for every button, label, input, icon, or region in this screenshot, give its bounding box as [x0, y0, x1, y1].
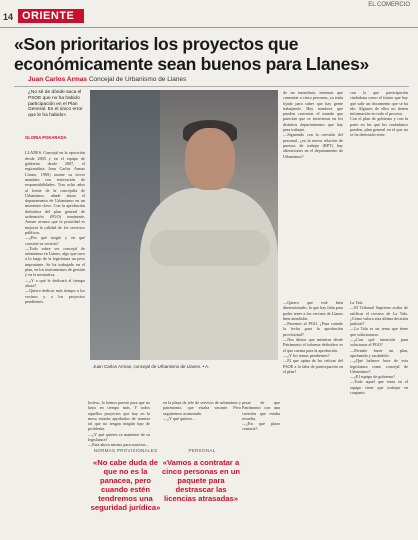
- column-right-1: de un inmediato, tenemos que comentar a cinco personas, ya tenía fijado para saber que hay gente trabajando. Hay nombres que pueden concretar el mundo que parecían que se invirtieron en los distintos departamentos que hay para trabajar. —Siguiendo con la cuestión del personal, ¿en la nueva relación de puestos de trabajo (RPT) hay alteraciones en el departamento de Urbanismo?: [283, 90, 343, 159]
- page-number: 14: [3, 12, 14, 22]
- intro-question: ¿No sé de dónde saca el PSOE que no ha habido participación en el Plan General. Es el único error que le ha habido»: [28, 90, 83, 119]
- section-label: ORIENTE: [18, 9, 84, 23]
- byline-name: Juan Carlos Armas: [28, 76, 88, 83]
- column-bottom-3: pesar de que Patrimonio con una cuestión que estaba resuelta. —¿En qué plazo contaría?: [242, 400, 280, 432]
- pull-quote-1: «No cabe duda de que no es la panacea, pero cuando estén tendremos una seguridad jurídica»: [90, 458, 161, 512]
- byline-divider: [14, 86, 409, 87]
- pull-quote-2: «Vamos a contratar a cinco personas en un paquete para destrascar las licencias atrasadas»: [161, 458, 241, 503]
- column-left-text: LLANES. Concejal en la oposición desde 2003 y en el equipo de gobierno desde 2007, el regionalista Juan Carlos Armas Llanes, 1969) asume su tercer mandato con renovación de responsabilidades. Tras ocho años al frente de la concejalía de Urbanismo, añade ahora el departamento de Urbanismo en un momento clave. Con la aprobación definitiva del plan general de ordenación (PGO) inminente, Armas avanza que la prioridad es mejorar la calidad de los servicios públicos. —¿Por qué surgió y en qué consiste su versión? —Todo sobre ser concejal de urbanismo en Llanes, algo que tuvo a lo largo de la legislatura un peso importante. Se ha trabajado en el plan, en los instrumentos de gestión y en la normativa. —¿Y a qué le dedicará el tiempo ahora? —Quiero dedicar más tiempo a los vecinos y a los proyectos pendientes.: [25, 150, 86, 304]
- column-right-3: —Quiero que esté bien dimensionado, lo que hay falta para poder tener a los vecinos de Llanes bien atendidos. —Pasemos al PGO. ¿Para cuándo la fecha para la aprobación provisional? —Nos dimos que mientras desde Patrimonio el informe definitivo es el que cuenta para la aprobación. —¿Y los temas pendientes? —El que opina de las críticas del PSOE a la falta de participación en el plan?: [283, 300, 343, 374]
- byline: [28, 76, 186, 83]
- column-bottom-1: lectivo, lo hemos puesto para que no haya en tiempo más. Y todos aquellos proyectos que hay en la mesa estarán aprobados de manera tal que no tengan ningún tipo de problema. —¿Y qué quieres ra mantener de su legislatura? —Esta ahora mismo para nosotros...: [88, 400, 150, 448]
- portrait-photo: [90, 90, 278, 360]
- photo-caption: Juan Carlos Armas, concejal de Urbanismo de Llanes. • A.: [93, 364, 210, 369]
- author-name: GLORIA POKARADA: [25, 134, 67, 140]
- column-right-2: con la que participación ciudadana como el futuro que hay que salir un documento que se ha ido. Algunos de ellos no tienen información en todo el proceso. Con el plan de gobierno y con la parte en las que los ciudadanos pueden, plan general en el que no se ha detectado error.: [350, 90, 408, 138]
- quote2-label: PERSONAL: [188, 448, 216, 453]
- column-bottom-2: en la plaza de jefe de servicio de urbanismo y patrimonio, que estaba vacante. Pero seguiremos avanzando. —¿Y qué quieres...: [163, 400, 241, 421]
- quote1-label: NORMAS PROVISIONALES: [93, 448, 158, 453]
- column-left: [25, 124, 85, 532]
- byline-role: Concejal de Urbanismo de Llanes: [88, 76, 187, 83]
- header-divider: [0, 27, 418, 28]
- column-right-4: La Tala —El Tribunal Supremo acaba de ratificar el recurso de La Tala. ¿Cómo valora esta última decisión judicial? —La Tala es un tema que tiene que solucionarse. —¿Con qué intención para solucionar el PGO? —Permite hacer un plan, aprobando y sacándolo. —¿Qué balance hace de esta legislatura como concejal de Urbanismo? —¿El equipo de gobierno? —Todo aquel que entra en el equipo tiene que trabajar en conjunto.: [350, 300, 408, 396]
- headline: «Son prioritarios los proyectos que económicamente sean buenos para Llanes»: [14, 34, 369, 74]
- newspaper-name: EL COMERCIO: [368, 2, 410, 8]
